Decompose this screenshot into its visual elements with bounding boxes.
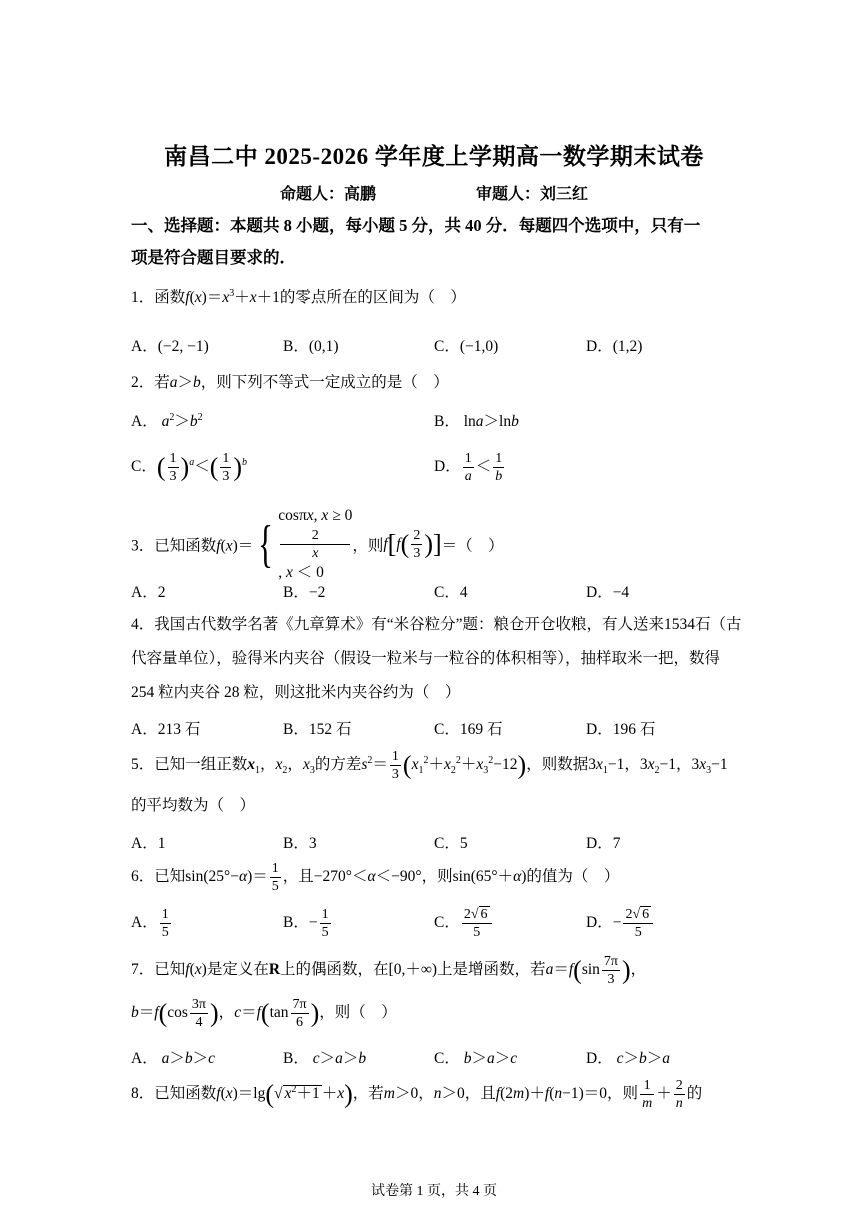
question-5-line2: 的平均数为（ ）: [131, 797, 256, 814]
q4-option-a[interactable]: A．213 石: [131, 721, 201, 738]
q3-option-a[interactable]: A．2: [131, 584, 166, 601]
question-7: 7．已知f(x)是定义在R上的偶函数，在[0,＋∞)上是增函数，若a＝f(sin $\frac{7\pi}{3}$ )，: [131, 954, 647, 987]
question-6: 6．已知sin(25°−α)＝ $\frac{1}{5}$ ，且−270°＜α＜−90°，则sin(65°＋α)的值为（ ）: [131, 861, 620, 894]
q5-option-a[interactable]: A．1: [131, 835, 166, 852]
question-3: 3．已知函数f(x)＝{ cosπx, x ≥ 0 2 x , x ＜ 0 ，则f[f( $\frac{2}{3}$ )]＝（ ）: [131, 507, 504, 581]
question-7-line2: b＝f(cos $\frac{3\pi}{4}$ )，c＝f(tan $\frac{7\pi}{6}$ )，则（ ）: [131, 997, 397, 1030]
q4-option-c[interactable]: C．169 石: [434, 721, 503, 738]
section-heading: 一、选择题：本题共 8 小题，每小题 5 分，共 40 分．每题四个选项中，只有一 项是符合题目要求的．: [131, 216, 701, 267]
q7-option-c[interactable]: C． b＞a＞c: [434, 1050, 518, 1067]
q5-option-b[interactable]: B．3: [283, 835, 317, 852]
q5-option-d[interactable]: D．7: [586, 835, 621, 852]
q7-option-b[interactable]: B． c＞a＞b: [283, 1050, 367, 1067]
q7-option-d[interactable]: D． c＞b＞a: [586, 1050, 670, 1067]
q2-option-a[interactable]: A． $a^2>b^2$: [131, 411, 203, 430]
page-footer: 试卷第 1 页，共 4 页: [371, 1184, 497, 1199]
question-8: 8．已知函数f(x)＝lg(√ $x^2+1 +x$)，若m＞0，n＞0，且f(2m)＋f(n−1)＝0，则 $\frac{1}{m}$ ＋ $\frac{2}{n}$ 的: [131, 1078, 703, 1111]
q5-option-c[interactable]: C．5: [434, 835, 468, 852]
q1-option-d[interactable]: D．(1,2): [586, 338, 643, 355]
question-2: 2．若a＞b，则下列不等式一定成立的是（ ）: [131, 374, 449, 391]
q6-option-b[interactable]: B．− $\frac{1}{5}$: [283, 907, 329, 940]
q4-option-d[interactable]: D．196 石: [586, 721, 656, 738]
question-4: 4．我国古代数学名著《九章算术》有“米谷粒分”题：粮仓开仓收粮，有人送来1534石（古代容量单位），验得米内夹谷（假设一粒米与一粒谷的体积相等），抽样取米一把，数得 254 粒内夹谷 28 粒，则这批米内夹谷约为（ ）: [131, 616, 742, 701]
question-1: 1．函数$f(x)=x^3+x+1$的零点所在的区间为（ ）: [131, 287, 466, 306]
q4-option-b[interactable]: B．152 石: [283, 721, 352, 738]
q2-option-c[interactable]: C．( $\frac{1}{3}$ )$^a$＜( $\frac{1}{3}$ )$^b$: [131, 451, 248, 484]
q1-option-a[interactable]: A．(−2, −1): [131, 338, 209, 355]
q1-option-c[interactable]: C．(−1,0): [434, 338, 499, 355]
q7-option-a[interactable]: A． a＞b＞c: [131, 1050, 215, 1067]
q6-option-c[interactable]: C． $\frac{2√ 6}{5}$: [434, 906, 494, 941]
q6-option-d[interactable]: D．− $\frac{2√ 6}{5}$: [586, 906, 655, 941]
reviewer-label: 审题人：刘三红: [476, 186, 589, 203]
q3-option-b[interactable]: B．−2: [283, 584, 326, 601]
q1-option-b[interactable]: B．(0,1): [283, 338, 339, 355]
setter-label: 命题人：高鹏: [279, 186, 376, 203]
question-5: 5．已知一组正数$x_1$，$x_2$，$x_3$的方差$s^2=$ $\frac{1}{3}$ $(x_1^2+x_2^2+x_3^2-12)$，则数据$3x_1-1$，$3x_2-1$，$3x_3-1$: [131, 749, 728, 782]
q2-option-d[interactable]: D． $\frac{1}{a}$ ＜ $\frac{1}{b}$: [434, 451, 503, 484]
q6-option-a[interactable]: A． $\frac{1}{5}$: [131, 907, 169, 940]
q2-option-b[interactable]: B． lna＞lnb: [434, 413, 519, 430]
authors-line: [0, 181, 868, 204]
q3-option-c[interactable]: C．4: [434, 584, 468, 601]
exam-title: 南昌二中 2025-2026 学年度上学期高一数学期末试卷: [164, 144, 704, 169]
q3-option-d[interactable]: D．−4: [586, 584, 630, 601]
